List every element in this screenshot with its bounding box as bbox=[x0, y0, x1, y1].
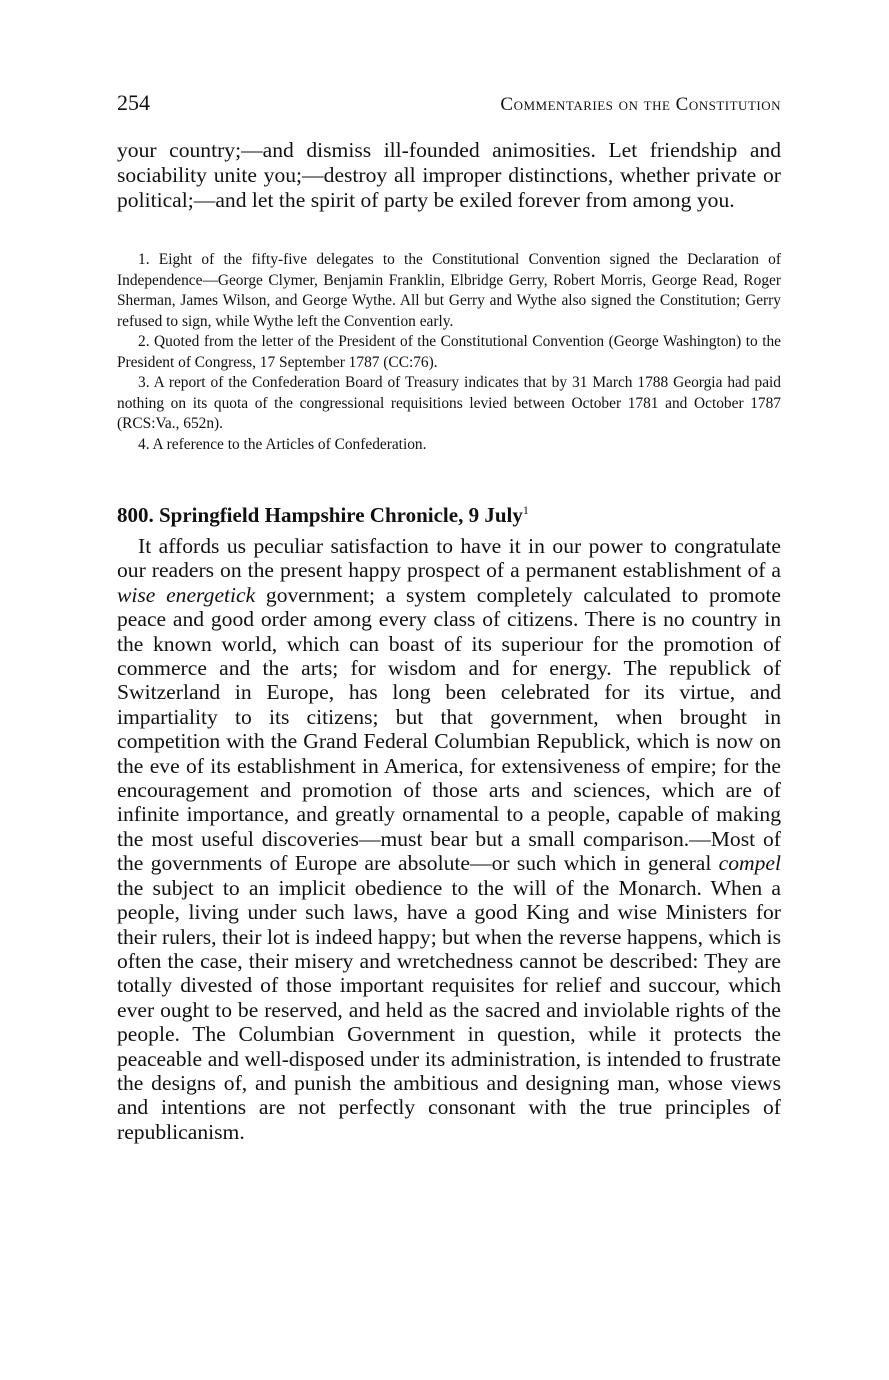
body-text-part-2: government; a system completely calculated to promote peace and good order among every class of citizens. There is no country in the known world, which can boast of its superiour for the promotion of commerce and the arts; for wisdom and for energy. The republick of Switzerland in Europe, has long been celebrated for its virtue, and impartiality to its citizens; but that government, when brought in competition with the Grand Federal Columbian Republick, which is now on the eve of its establishment in America, for extensiveness of empire; for the encouragement and promotion of those arts and sciences, which are of infinite importance, and greatly ornamental to a people, capable of making the most useful discoveries—must bear but a small comparison.—Most of the governments of Europe are absolute—or such which in general bbox=[117, 582, 781, 876]
body-paragraph bbox=[117, 534, 781, 1144]
body-text-part-3: the subject to an implicit obedience to the will of the Monarch. When a people, living under such laws, have a good King and wise Ministers for their rulers, their lot is indeed happy; but when the reverse happens, which is often the case, their misery and wretchedness cannot be described: They are totally divested of those important requisites for relief and succour, which ever ought to be reserved, and held as the sacred and inviolable rights of the people. The Columbian Government in question, while it protects the peaceable and well-disposed under its administration, is intended to frustrate the designs of, and punish the ambitious and designing man, whose views and intentions are not perfectly consonant with the true principles of republicanism. bbox=[117, 875, 781, 1144]
document-body bbox=[117, 534, 781, 1144]
continued-paragraph bbox=[117, 138, 781, 213]
italic-phrase-wise-energetick: wise energetick bbox=[117, 582, 256, 607]
page-header bbox=[117, 90, 781, 120]
footnote-2: 2. Quoted from the letter of the President of the Constitutional Convention (George Washington) to the President of Congress, 17 September 1787 (CC:76). bbox=[117, 333, 781, 371]
running-head: Commentaries on the Constitution bbox=[500, 94, 781, 115]
document-heading bbox=[117, 496, 781, 529]
page-number: 254 bbox=[117, 90, 150, 115]
footnote-3: 3. A report of the Confederation Board of Treasury indicates that by 31 March 1788 Georgia had paid nothing on its quota of the congressional requisitions levied between October 1781 and October 1787 (RCS:Va., 652n). bbox=[117, 374, 781, 432]
footnote-1: 1. Eight of the fifty-five delegates to the Constitutional Convention signed the Declaration of Independence—George Clymer, Benjamin Franklin, Elbridge Gerry, Robert Morris, George Read, Roger Sherman, James Wilson, and George Wythe. All but Gerry and Wythe also signed the Constitution; Gerry refused to sign, while Wythe left the Convention early. bbox=[117, 251, 781, 330]
heading-footnote-ref: 1 bbox=[522, 503, 529, 517]
footnotes bbox=[117, 250, 781, 455]
footnote-4: 4. A reference to the Articles of Confederation. bbox=[138, 435, 427, 453]
document-heading-text: 800. Springfield Hampshire Chronicle, 9 July bbox=[117, 503, 523, 527]
italic-word-compel: compel bbox=[718, 851, 781, 876]
intro-paragraph: your country;—and dismiss ill-founded animosities. Let friendship and sociability unite you;—destroy all improper distinctions, whether private or political;—and let the spirit of party be exiled forever from among you. bbox=[117, 138, 781, 212]
body-text-part-1: It affords us peculiar satisfaction to have it in our power to congratulate our readers on the present happy prospect of a permanent establishment of a bbox=[117, 534, 781, 583]
